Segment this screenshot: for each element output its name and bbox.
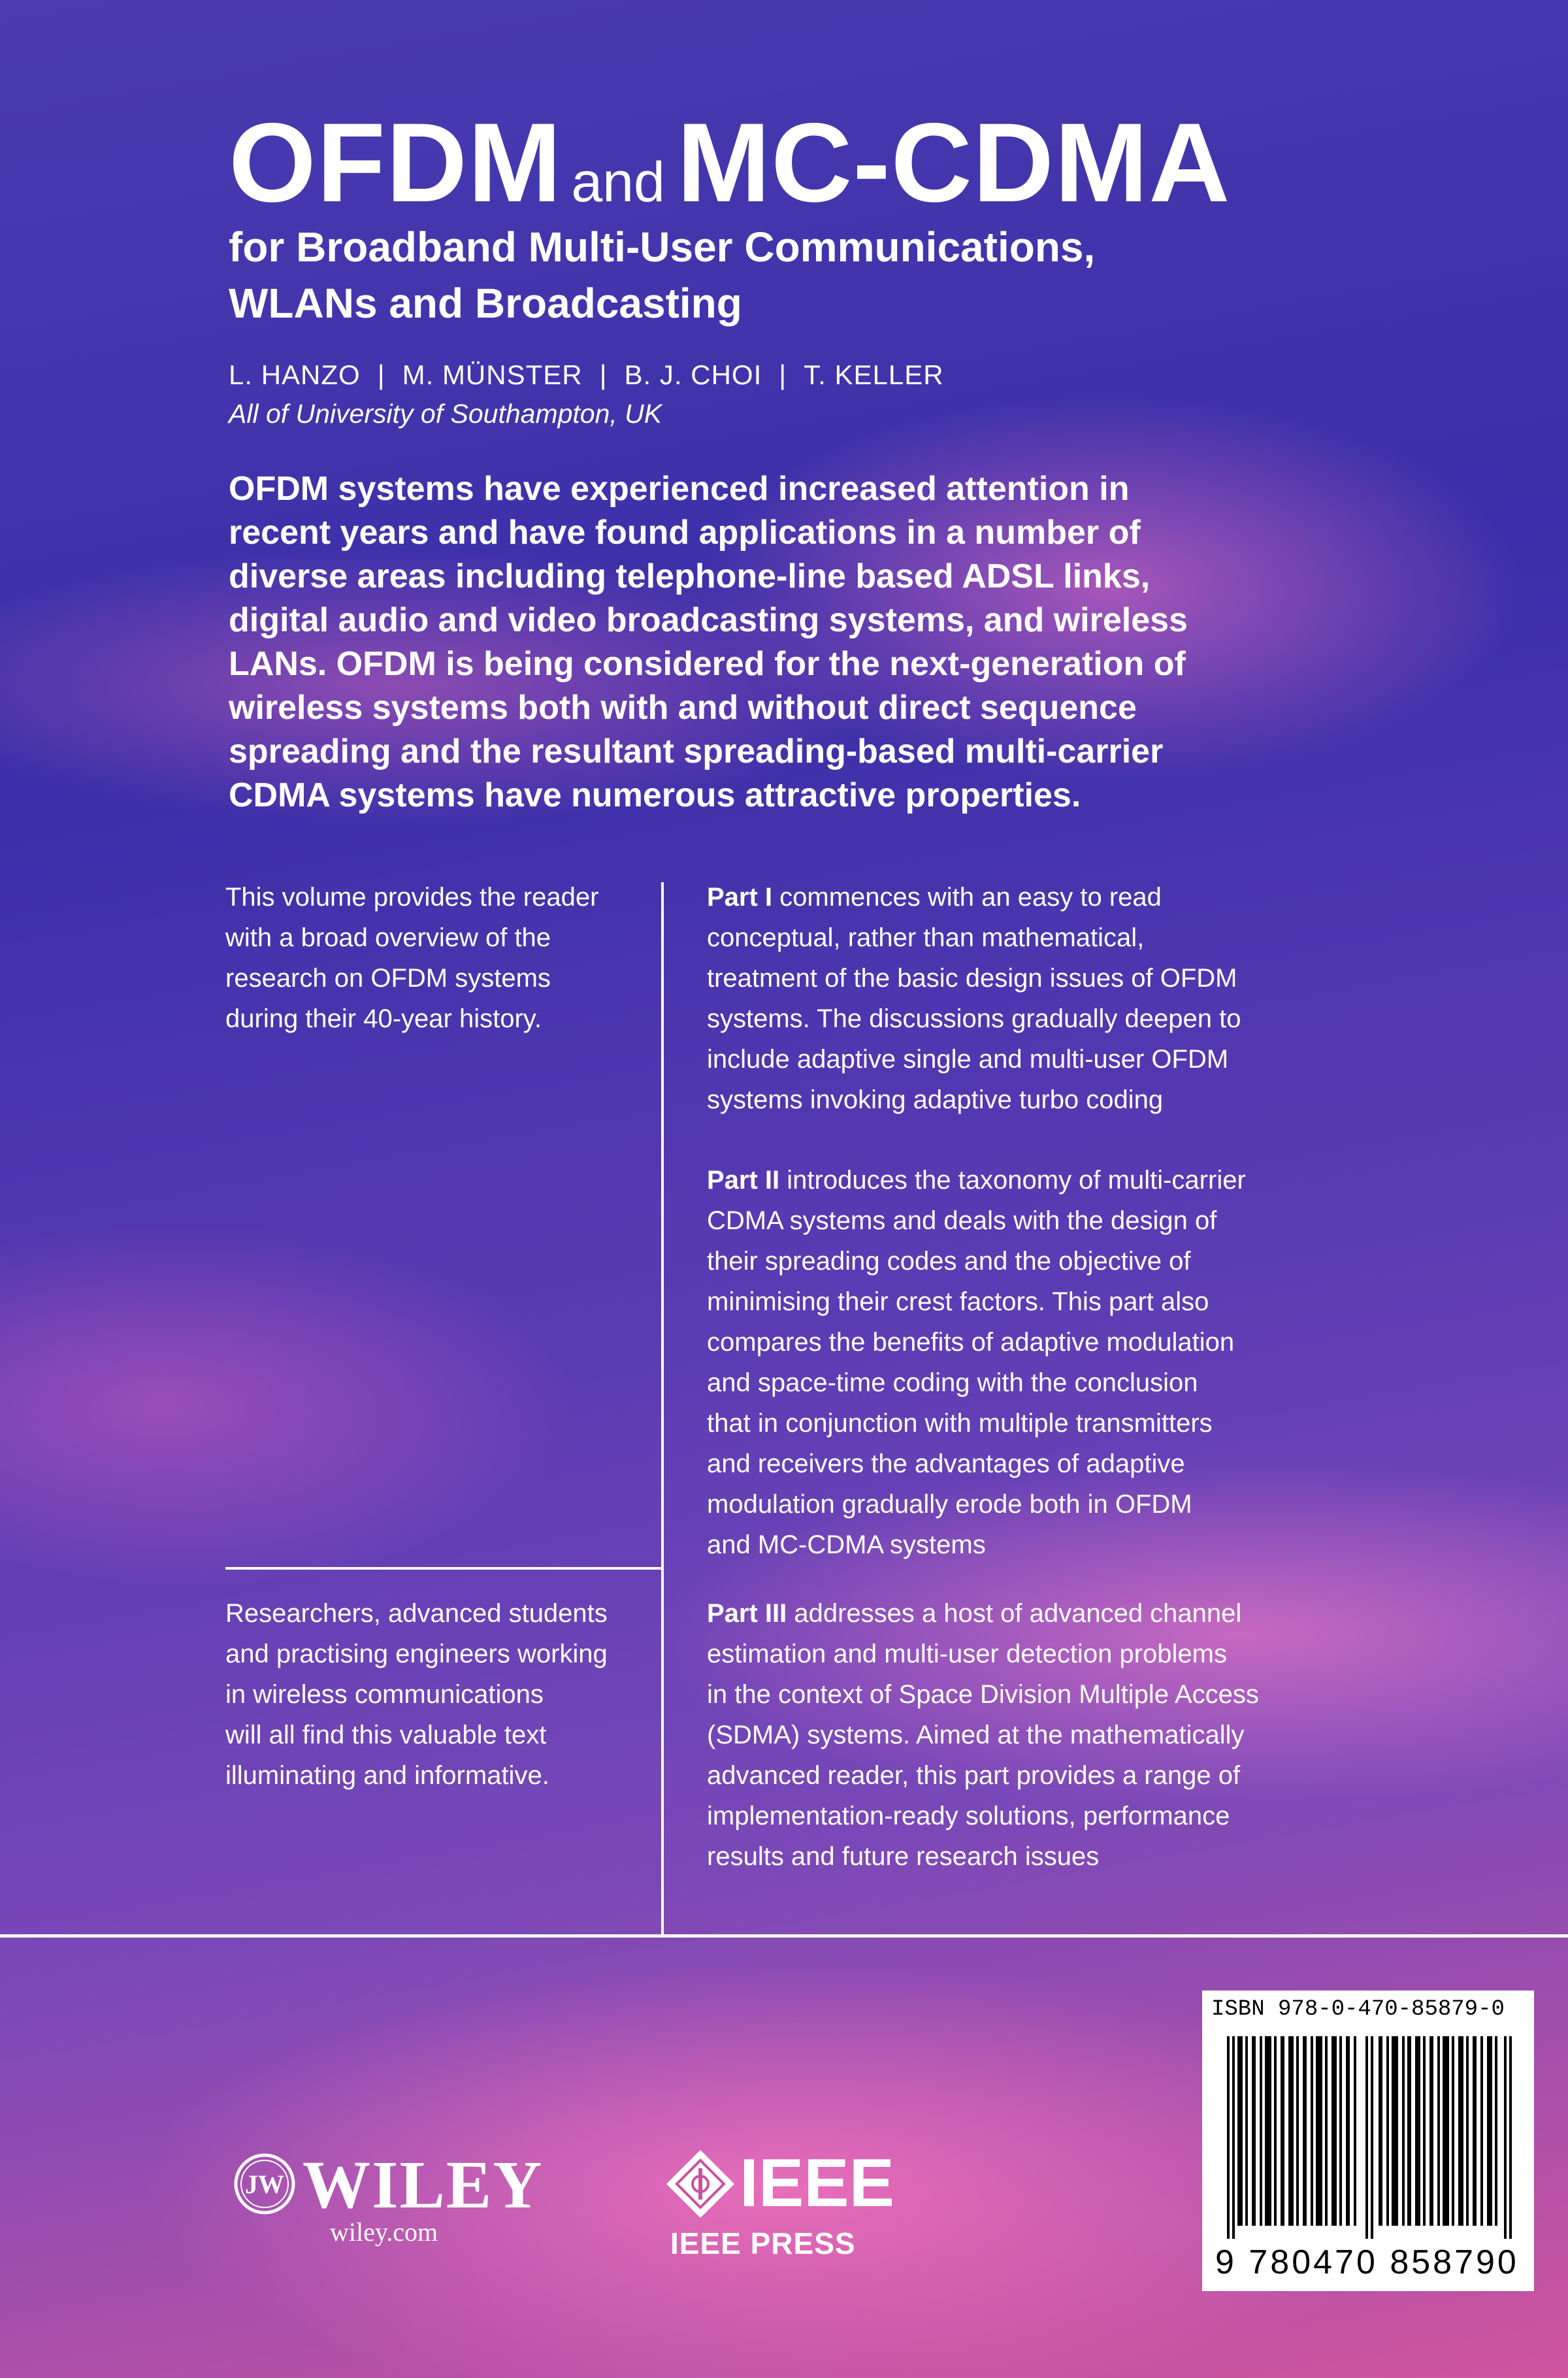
wiley-wordmark: WILEY (302, 2147, 544, 2222)
overview-line: during their 40-year history. (225, 1004, 542, 1033)
audience-line: and practising engineers working (225, 1640, 608, 1668)
book-subtitle (229, 219, 1470, 331)
subtitle-line-2: WLANs and Broadcasting (229, 280, 742, 327)
book-title (229, 98, 1231, 227)
audience-paragraph (225, 1593, 644, 1796)
audience-line: illuminating and informative. (225, 1761, 549, 1790)
bottom-divider (0, 1934, 1568, 1938)
author-separator: | (377, 359, 385, 390)
author-separator: | (779, 359, 787, 390)
overview-paragraph (225, 877, 644, 1039)
part-1-line: conceptual, rather than mathematical, (707, 923, 1145, 952)
lead-line: wireless systems both with and without direct sequence (229, 689, 1137, 727)
audience-line: Researchers, advanced students (225, 1599, 608, 1628)
overview-line: with a broad overview of the (225, 923, 551, 952)
part-2-line: that in conjunction with multiple transmitters (707, 1409, 1213, 1438)
wiley-url: wiley.com (330, 2217, 438, 2247)
lead-line: recent years and have found applications in a number of (229, 514, 1141, 552)
title-and: and (571, 151, 665, 214)
lead-line: LANs. OFDM is being considered for the next-generation of (229, 645, 1186, 683)
part-1-first-line (707, 877, 1360, 917)
author-name: T. KELLER (804, 359, 944, 390)
title-mc-cdma: MC-CDMA (676, 100, 1231, 225)
part-2-line: CDMA systems and deals with the design of (707, 1206, 1217, 1235)
part-3-line: implementation-ready solutions, performance (707, 1802, 1230, 1830)
part-2-line: and MC-CDMA systems (707, 1530, 986, 1559)
part-1-line: commences with an easy to read (772, 883, 1162, 912)
wiley-emblem-letters: JW (245, 2170, 284, 2199)
part-2-line: modulation gradually erode both in OFDM (707, 1490, 1192, 1519)
part-3-line: addresses a host of advanced channel (787, 1599, 1242, 1628)
audience-line: will all find this valuable text (225, 1721, 547, 1749)
author-separator: | (599, 359, 608, 390)
part-2-line: compares the benefits of adaptive modulation (707, 1328, 1235, 1357)
part-1-line: systems. The discussions gradually deepen to (707, 1004, 1241, 1033)
title-ofdm: OFDM (229, 100, 563, 225)
lead-line: digital audio and video broadcasting systems, and wireless (229, 601, 1188, 639)
author-list (229, 359, 944, 391)
subtitle-line-1: for Broadband Multi-User Communications, (229, 223, 1096, 271)
author-name: M. MÜNSTER (402, 359, 583, 390)
part-3-line: (SDMA) systems. Aimed at the mathematically (707, 1721, 1245, 1749)
isbn-number: ISBN 978-0-470-85879-0 (1211, 1997, 1505, 2022)
lead-line: CDMA systems have numerous attractive properties. (229, 776, 1081, 814)
part-2-line: and receivers the advantages of adaptive (707, 1449, 1185, 1478)
left-column-divider (225, 1567, 661, 1570)
part-3-label: Part III (707, 1599, 787, 1628)
part-2-line: their spreading codes and the objective of (707, 1247, 1191, 1276)
lead-line: diverse areas including telephone-line based ADSL links, (229, 557, 1151, 595)
part-2-line: introduces the taxonomy of multi-carrier (779, 1166, 1246, 1195)
author-name: B. J. CHOI (624, 359, 762, 390)
author-affiliation: All of University of Southampton, UK (229, 399, 662, 429)
part-2-label: Part II (707, 1166, 780, 1195)
audience-line: in wireless communications (225, 1680, 544, 1709)
part-2-line: minimising their crest factors. This part also (707, 1287, 1209, 1316)
ieee-wordmark: IEEE (740, 2145, 894, 2221)
part-3-line: estimation and multi-user detection problems (707, 1640, 1227, 1668)
part-1-label: Part I (707, 883, 773, 912)
lead-line: spreading and the resultant spreading-based multi-carrier (229, 733, 1164, 770)
part-1-line: systems invoking adaptive turbo coding (707, 1085, 1164, 1114)
part-2-paragraph (707, 1160, 1360, 1565)
part-3-first-line (707, 1593, 1360, 1634)
ieee-diamond-icon (665, 2149, 736, 2219)
part-3-line: in the context of Space Division Multiple Access (707, 1680, 1259, 1709)
part-1-line: include adaptive single and multi-user OFDM (707, 1045, 1229, 1074)
author-name: L. HANZO (229, 359, 361, 390)
column-divider (661, 882, 664, 1936)
part-2-first-line (707, 1160, 1360, 1200)
ean-number: 9 780470 858790 (1215, 2243, 1519, 2281)
overview-line: research on OFDM systems (225, 964, 551, 993)
part-3-paragraph (707, 1593, 1360, 1877)
wiley-emblem-icon (232, 2151, 297, 2217)
ieee-press-label: IEEE PRESS (670, 2226, 856, 2260)
overview-line: This volume provides the reader (225, 883, 599, 912)
part-3-line: advanced reader, this part provides a range of (707, 1761, 1241, 1790)
part-1-paragraph (707, 877, 1360, 1120)
lead-line: OFDM systems have experienced increased attention in (229, 470, 1130, 508)
part-1-line: treatment of the basic design issues of OFDM (707, 964, 1237, 993)
lead-paragraph (229, 467, 1339, 817)
part-2-line: and space-time coding with the conclusion (707, 1368, 1198, 1397)
part-3-line: results and future research issues (707, 1842, 1100, 1871)
isbn-barcode (1202, 1990, 1534, 2291)
barcode-bars (1227, 2036, 1514, 2239)
